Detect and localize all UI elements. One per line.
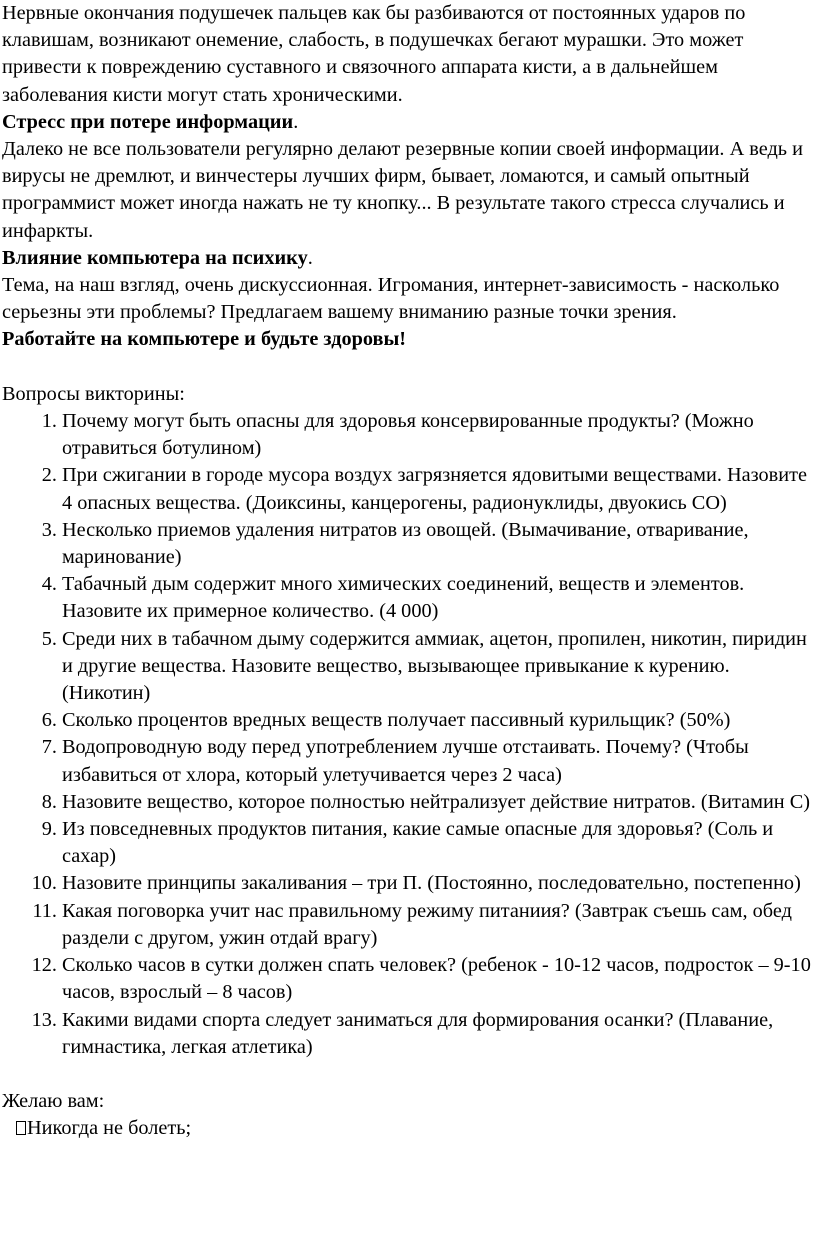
heading-be-healthy <box>2 326 814 353</box>
quiz-item: 9. Из повседневных продуктов питания, какие самые опасные для здоровья? (Соль и сахар) <box>62 816 814 870</box>
quiz-item: 5. Среди них в табачном дыму содержится аммиак, ацетон, пропилен, никотин, пиридин и другие вещества. Назовите вещество, вызывающее привыкание к курению. (Никотин) <box>62 626 814 708</box>
quiz-item: 11. Какая поговорка учит нас правильному режиму питаниия? (Завтрак съешь сам, обед раздели с другом, ужин отдай врагу) <box>62 898 814 952</box>
quiz-item: 1. Почему могут быть опасны для здоровья консервированные продукты? (Можно отравиться ботулином) <box>62 408 814 462</box>
wish-item <box>2 1115 814 1142</box>
missing-glyph-bullet-icon <box>16 1121 26 1135</box>
heading-period: . <box>293 110 299 133</box>
quiz-item: 7. Водопроводную воду перед употреблением лучше отстаивать. Почему? (Чтобы избавиться от хлора, который улетучивается через 2 часа) <box>62 734 814 788</box>
heading-stress <box>2 109 814 136</box>
paragraph-backups: Далеко не все пользователи регулярно делают резервные копии своей информации. А ведь и вирусы не дремлют, и винчестеры лучших фирм, бывает, ломаются, и самый опытный программист может иногда нажать не ту кнопку... В результате такого стресса случались и инфаркты. <box>2 138 803 242</box>
blank-line <box>2 1061 814 1088</box>
quiz-item: 3. Несколько приемов удаления нитратов из овощей. (Вымачивание, отваривание, маринование) <box>62 517 814 571</box>
quiz-list <box>2 408 814 1061</box>
quiz-item: 4. Табачный дым содержит много химических соединений, веществ и элементов. Назовите их примерное количество. (4 000) <box>62 571 814 625</box>
heading-period: . <box>307 246 313 269</box>
quiz-item: 10. Назовите принципы закаливания – три П. (Постоянно, последовательно, постепенно) <box>62 870 814 897</box>
blank-line <box>2 354 814 381</box>
heading-psyche <box>2 245 814 272</box>
heading-psyche-text: Влияние компьютера на психику <box>2 246 308 269</box>
wish-item-text: Никогда не болеть; <box>27 1117 192 1140</box>
quiz-item: 12. Сколько часов в сутки должен спать человек? (ребенок - 10-12 часов, подросток – 9-10 часов, взрослый – 8 часов) <box>62 952 814 1006</box>
quiz-item: 13. Какими видами спорта следует заниматься для формирования осанки? (Плавание, гимнастика, легкая атлетика) <box>62 1007 814 1061</box>
quiz-item: 6. Сколько процентов вредных веществ получает пассивный курильщик? (50%) <box>62 707 814 734</box>
heading-be-healthy-text: Работайте на компьютере и будьте здоровы! <box>2 328 407 351</box>
quiz-item: 2. При сжигании в городе мусора воздух загрязняется ядовитыми веществами. Назовите 4 опасных вещества. (Доиксины, канцерогены, радионуклиды, двуокись СО) <box>62 462 814 516</box>
quiz-title: Вопросы викторины: <box>2 382 185 405</box>
heading-stress-text: Стресс при потере информации <box>2 110 294 133</box>
paragraph-fingertips: Нервные окончания подушечек пальцев как бы разбиваются от постоянных ударов по клавишам, возникают онемение, слабость, в подушечках бегают мурашки. Это может привести к повреждению суставного и связочного аппарата кисти, а в дальнейшем заболевания кисти могут стать хроническими. <box>2 2 746 106</box>
wish-heading: Желаю вам: <box>2 1090 105 1113</box>
paragraph-discussion: Тема, на наш взгляд, очень дискуссионная. Игромания, интернет-зависимость - насколько серьезны эти проблемы? Предлагаем вашему вниманию разные точки зрения. <box>2 274 780 324</box>
quiz-item: 8. Назовите вещество, которое полностью нейтрализует действие нитратов. (Витамин С) <box>62 789 814 816</box>
